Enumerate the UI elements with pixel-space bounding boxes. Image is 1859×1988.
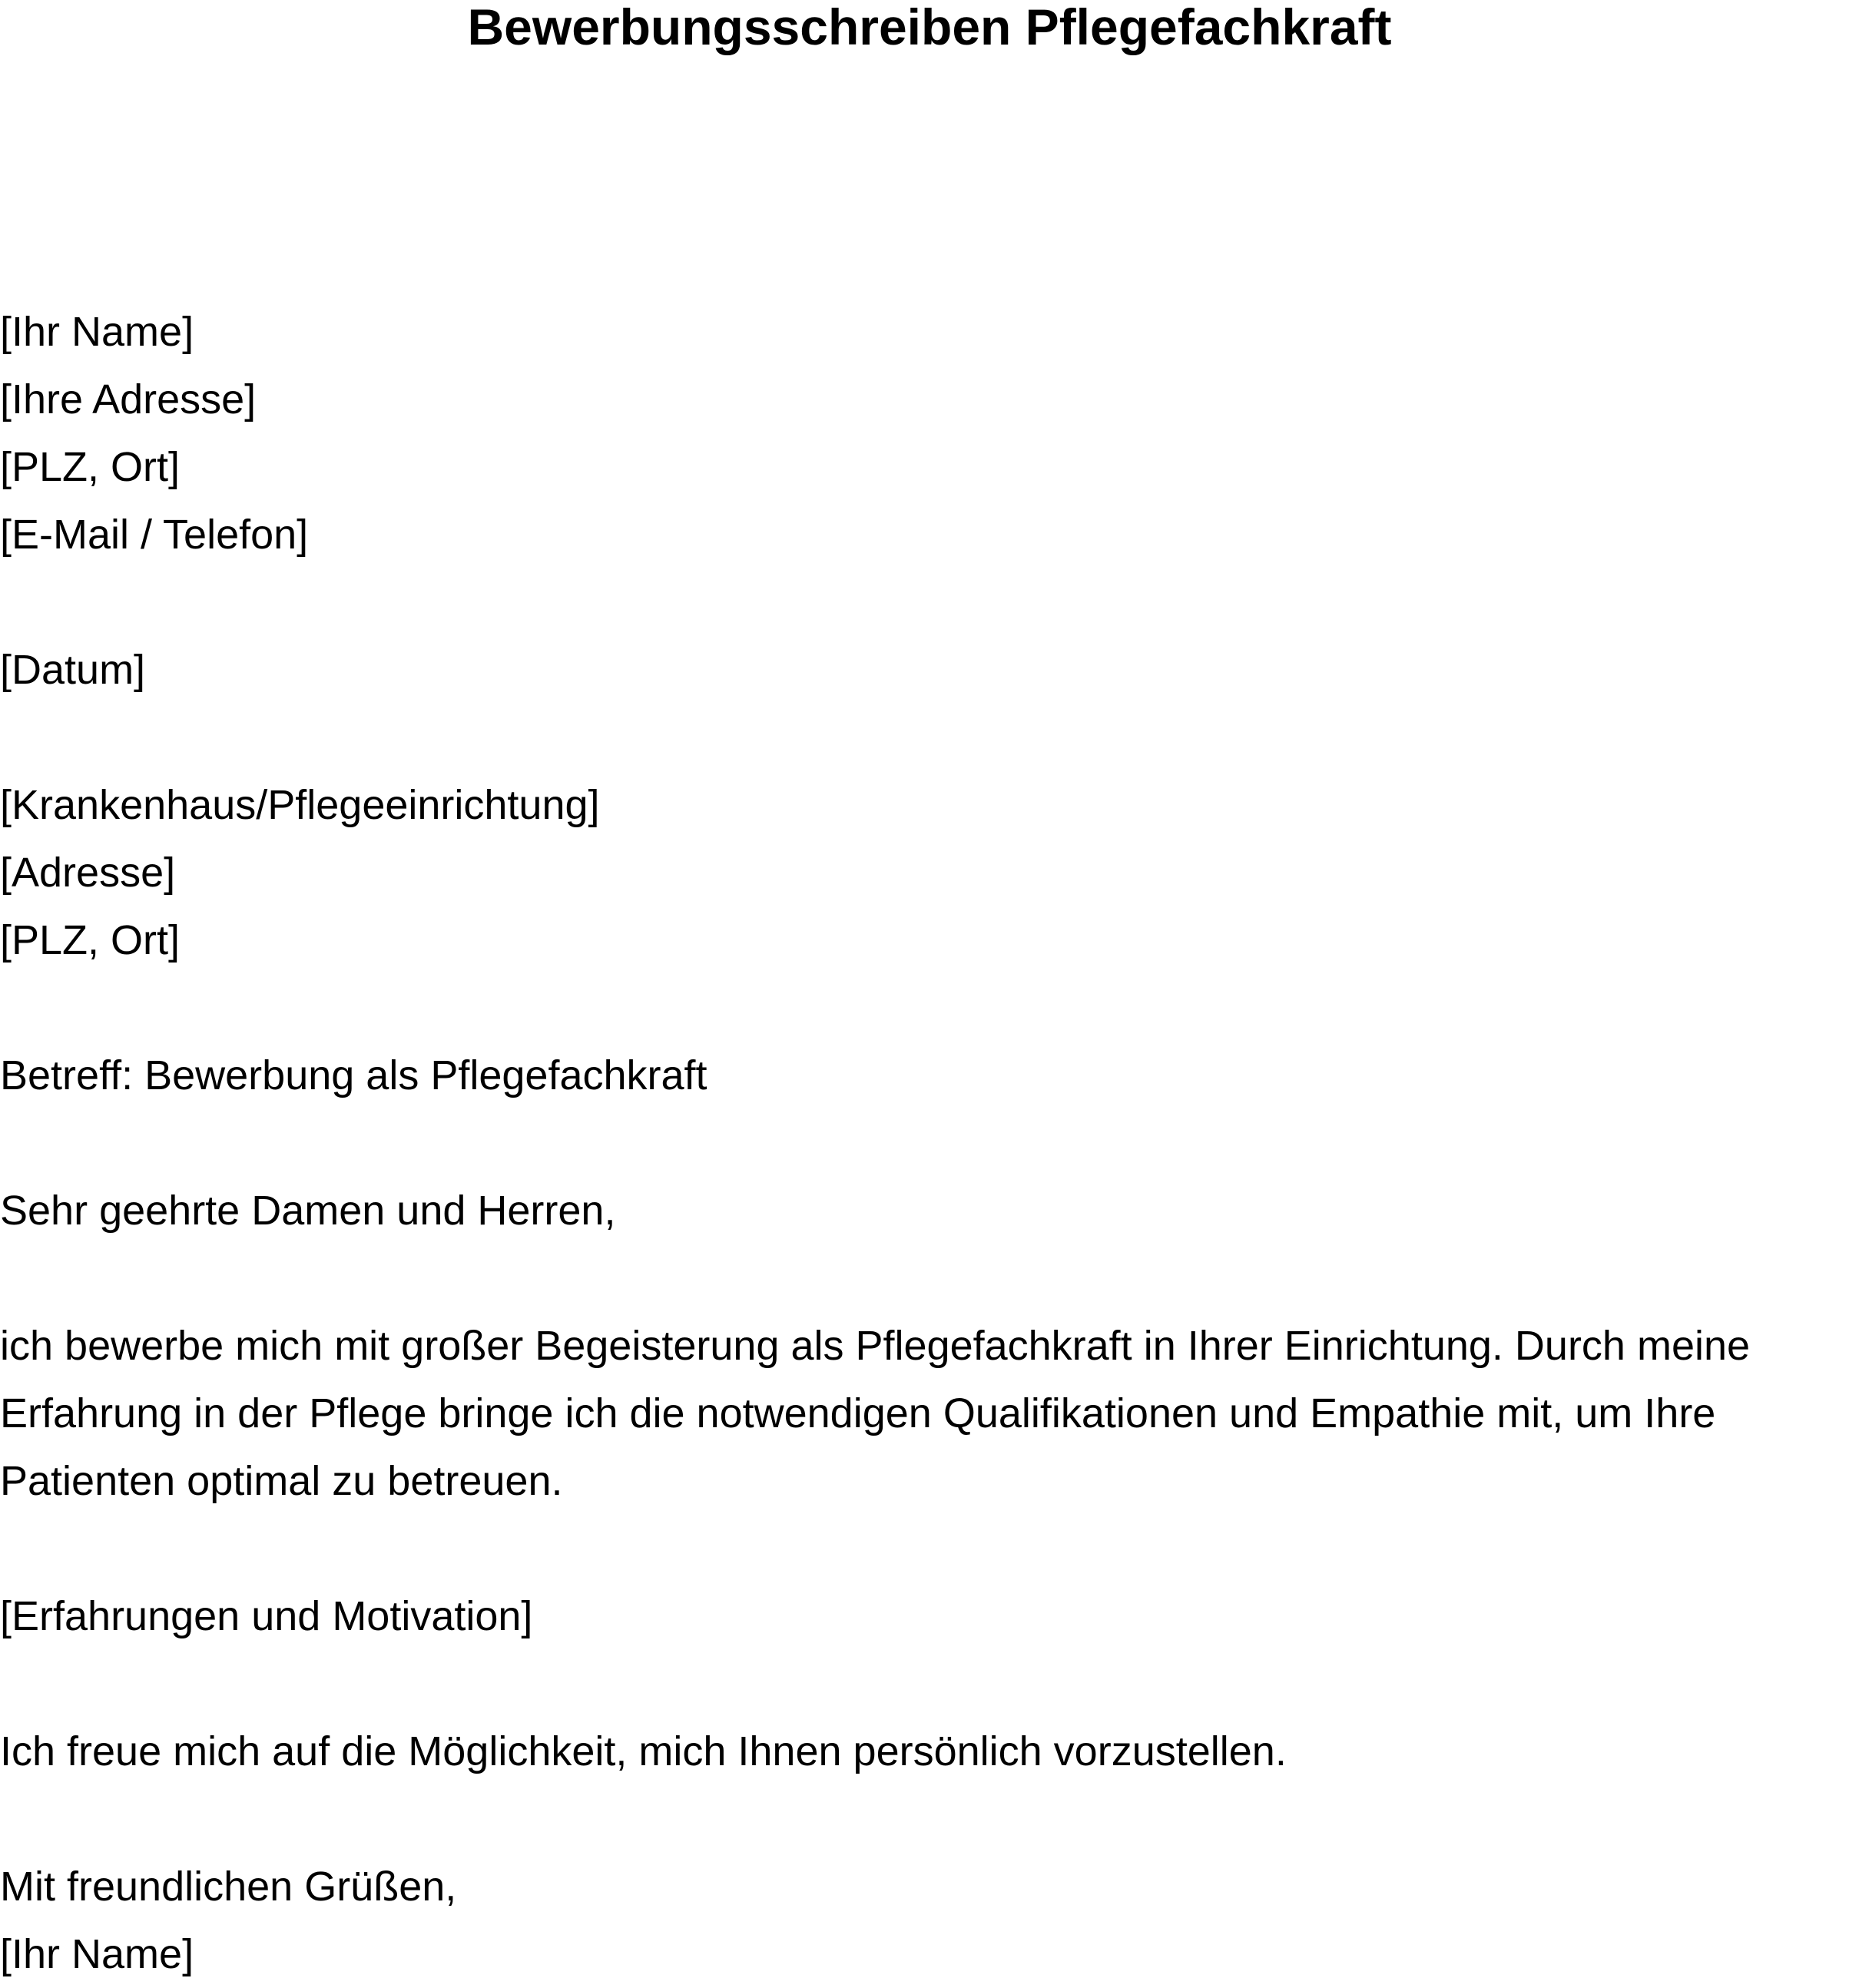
signature-name: [Ihr Name] bbox=[0, 1931, 194, 1977]
spacer bbox=[0, 568, 1859, 636]
salutation: Sehr geehrte Damen und Herren, bbox=[0, 1188, 616, 1234]
spacer bbox=[0, 704, 1859, 771]
sender-block bbox=[0, 298, 1859, 568]
recipient-institution: [Krankenhaus/Pflegeeinrichtung] bbox=[0, 782, 600, 828]
recipient-block bbox=[0, 771, 1859, 974]
sender-city: [PLZ, Ort] bbox=[0, 444, 181, 490]
closing-sentence: Ich freue mich auf die Möglichkeit, mich Ihnen persönlich vorzustellen. bbox=[0, 1728, 1287, 1774]
subject-line: Betreff: Bewerbung als Pflegefachkraft bbox=[0, 1052, 707, 1098]
experience-placeholder: [Erfahrungen und Motivation] bbox=[0, 1593, 533, 1639]
spacer bbox=[0, 1244, 1859, 1312]
spacer bbox=[0, 1650, 1859, 1718]
recipient-address: [Adresse] bbox=[0, 850, 176, 896]
spacer bbox=[0, 1515, 1859, 1582]
sender-contact: [E-Mail / Telefon] bbox=[0, 512, 309, 558]
intro-line: Patienten optimal zu betreuen. bbox=[0, 1458, 563, 1504]
signoff: Mit freundlichen Grüßen, bbox=[0, 1864, 457, 1910]
sender-name: [Ihr Name] bbox=[0, 309, 194, 355]
letter-date: [Datum] bbox=[0, 647, 146, 693]
recipient-city: [PLZ, Ort] bbox=[0, 917, 181, 963]
intro-line: ich bewerbe mich mit großer Begeisterung als Pflegefachkraft in Ihrer Einrichtung. Durch meine bbox=[0, 1323, 1751, 1369]
spacer bbox=[0, 974, 1859, 1042]
spacer bbox=[0, 1785, 1859, 1853]
intro-line: Erfahrung in der Pflege bringe ich die notwendigen Qualifikationen und Empathie mit, um Ihre bbox=[0, 1390, 1716, 1436]
document-title: Bewerbungsschreiben Pflegefachkraft bbox=[467, 0, 1392, 55]
intro-paragraph bbox=[0, 1312, 1859, 1515]
sender-address: [Ihre Adresse] bbox=[0, 376, 257, 422]
spacer bbox=[0, 1109, 1859, 1177]
letter-body bbox=[0, 298, 1859, 1988]
